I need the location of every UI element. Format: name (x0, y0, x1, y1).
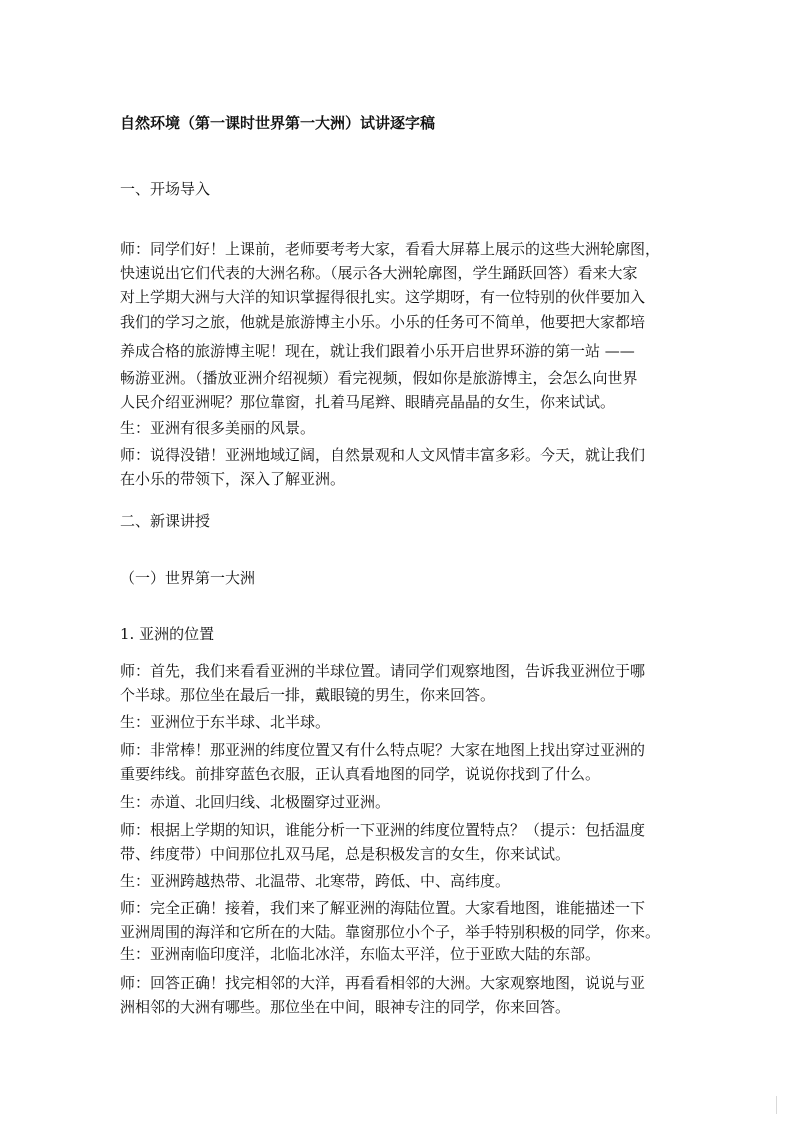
paragraph-student-answer: 生：亚洲位于东半球、北半球。 (120, 713, 331, 731)
paragraph-line: 师：首先，我们来看看亚洲的半球位置。请同学们观察地图，告诉我亚洲位于哪 (120, 662, 646, 680)
paragraph-line: 在小乐的带领下，深入了解亚洲。 (120, 470, 346, 488)
paragraph-line: 师：同学们好！上课前，老师要考考大家，看看大屏幕上展示的这些大洲轮廓图， (120, 240, 661, 258)
paragraph-student-answer: 生：亚洲有很多美丽的风景。 (120, 419, 316, 437)
paragraph-line: 对上学期大洲与大洋的知识掌握得很扎实。这学期呀，有一位特别的伙伴要加入 (120, 288, 646, 306)
paragraph-line: 带、纬度带）中间那位扎双马尾，总是积极发言的女生，你来试试。 (120, 845, 571, 863)
subsection-heading: 1. 亚洲的位置 (120, 625, 215, 643)
paragraph-line: 师：非常棒！那亚洲的纬度位置又有什么特点呢？大家在地图上找出穿过亚洲的 (120, 741, 646, 759)
paragraph-line: 养成合格的旅游博主呢！现在，就让我们跟着小乐开启世界环游的第一站 —— (120, 342, 635, 360)
section-heading-new-lesson: 二、新课讲授 (120, 512, 211, 530)
paragraph-line: 快速说出它们代表的大洲名称。（展示各大洲轮廓图，学生踊跃回答）看来大家 (120, 264, 638, 282)
paragraph-line: 重要纬线。前排穿蓝色衣服，正认真看地图的同学，说说你找到了什么。 (120, 765, 601, 783)
page-edge-mark (776, 1096, 777, 1114)
paragraph-line: 亚洲周围的海洋和它所在的大陆。靠窗那位小个子，举手特别积极的同学，你来。 (120, 923, 661, 941)
paragraph-line: 师：完全正确！接着，我们来了解亚洲的海陆位置。大家看地图，谁能描述一下 (120, 899, 646, 917)
paragraph-line: 师：回答正确！找完相邻的大洋，再看看相邻的大洲。大家观察地图，说说与亚 (120, 974, 646, 992)
paragraph-line: 生：亚洲南临印度洋，北临北冰洋，东临太平洋，位于亚欧大陆的东部。 (120, 945, 601, 963)
paragraph-student-answer: 生：亚洲跨越热带、北温带、北寒带，跨低、中、高纬度。 (120, 872, 511, 890)
paragraph-line: 人民介绍亚洲呢？那位靠窗，扎着马尾辫、眼睛亮晶晶的女生，你来试试。 (120, 393, 616, 411)
paragraph-student-answer: 生：赤道、北回归线、北极圈穿过亚洲。 (120, 793, 391, 811)
paragraph-line: 我们的学习之旅，他就是旅游博主小乐。小乐的任务可不简单，他要把大家都培 (120, 313, 646, 331)
paragraph-line: 师：根据上学期的知识，谁能分析一下亚洲的纬度位置特点？（提示：包括温度 (120, 821, 646, 839)
section-heading-intro: 一、开场导入 (120, 180, 211, 198)
subsection-heading: （一）世界第一大洲 (120, 569, 256, 587)
page-title: 自然环境（第一课时世界第一大洲）试讲逐字稿 (120, 114, 436, 132)
paragraph-line: 洲相邻的大洲有哪些。那位坐在中间，眼神专注的同学，你来回答。 (120, 998, 571, 1016)
paragraph-line: 个半球。那位坐在最后一排，戴眼镜的男生，你来回答。 (120, 686, 496, 704)
paragraph-line: 师：说得没错！亚洲地域辽阔，自然景观和人文风情丰富多彩。今天，就让我们 (120, 446, 646, 464)
paragraph-line: 畅游亚洲。（播放亚洲介绍视频）看完视频，假如你是旅游博主，会怎么向世界 (120, 369, 638, 387)
